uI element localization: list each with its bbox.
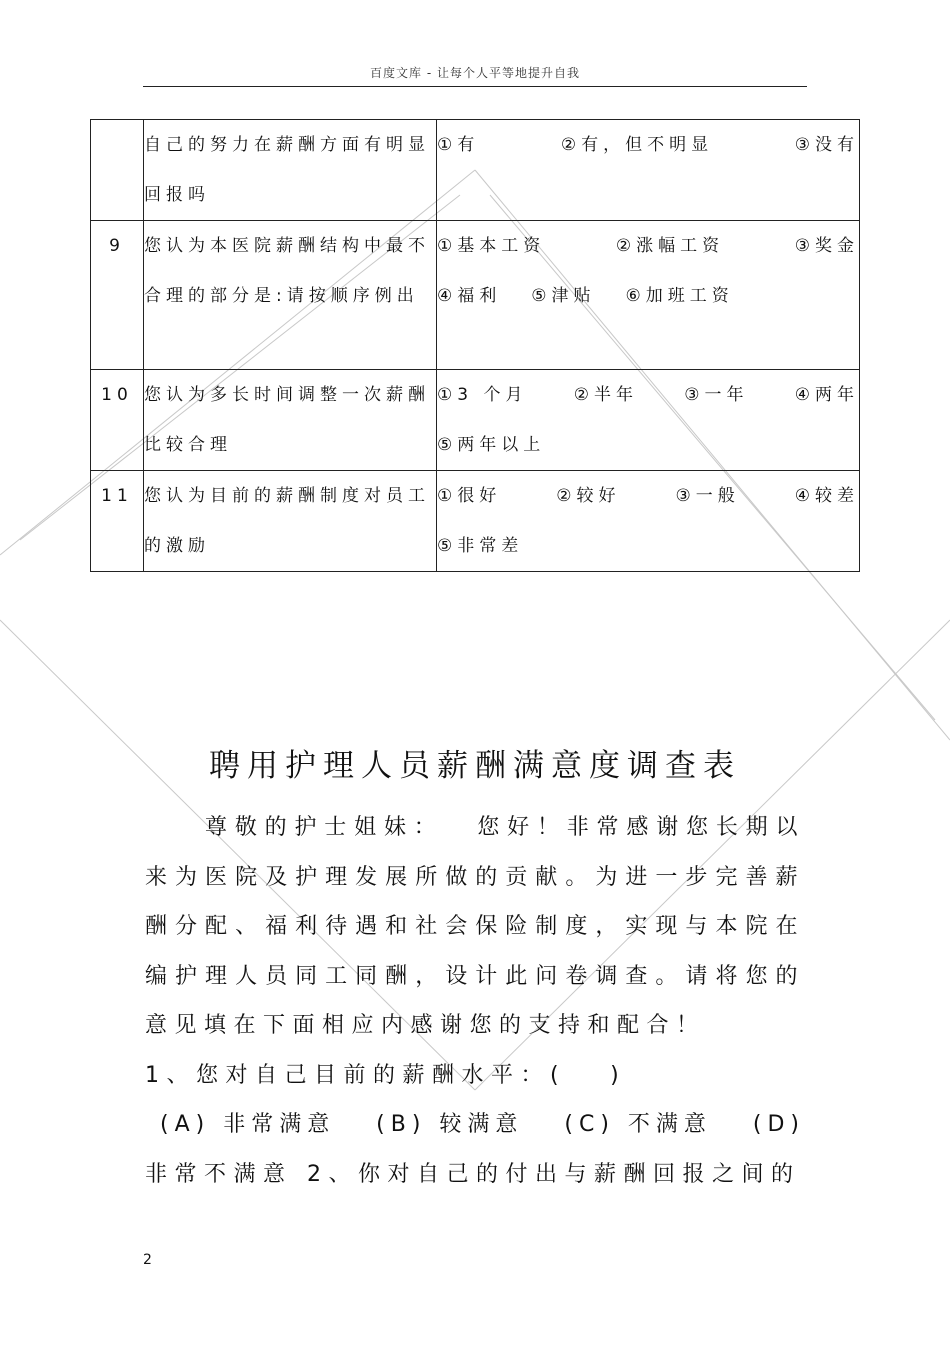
table-row xyxy=(91,221,860,370)
answer-option: ⑥加班工资 xyxy=(625,286,734,306)
answer-option: ④福利 xyxy=(437,286,502,306)
answer-line xyxy=(437,221,859,271)
choice-option: (A) 非常满意 xyxy=(160,1112,336,1137)
answer-option: ①3 个月 xyxy=(437,385,528,405)
answer-option: ②较好 xyxy=(556,486,621,506)
question-cell: 您认为目前的薪酬制度对员工的激励 xyxy=(144,471,437,572)
answer-line xyxy=(437,420,859,470)
answer-option: ①很好 xyxy=(437,486,502,506)
choice-option: (D) xyxy=(752,1112,805,1137)
answer-cell xyxy=(437,120,860,221)
answer-option: ③一年 xyxy=(684,385,749,405)
table-row xyxy=(91,120,860,221)
answer-line xyxy=(437,471,859,521)
choice-list xyxy=(145,1100,805,1150)
answer-option: ⑤非常差 xyxy=(437,536,524,556)
answer-line xyxy=(437,370,859,420)
header-rule xyxy=(143,86,807,87)
document-body xyxy=(145,803,805,1199)
answer-option: ⑤津贴 xyxy=(531,286,596,306)
document-title: 聘用护理人员薪酬满意度调查表 xyxy=(209,748,741,784)
intro-paragraph: 尊敬的护士姐妹： 您好！非常感谢您长期以来为医院及护理发展所做的贡献。为进一步完善薪酬分配、福利待遇和社会保险制度，实现与本院在编护理人员同工同酬，设计此问卷调查。请将您的意见填在下面相应内感谢您的支持和配合！ xyxy=(145,815,805,1038)
answer-option: ①有 xyxy=(437,135,480,155)
answer-line xyxy=(437,120,859,170)
answer-option: ③没有 xyxy=(794,135,859,155)
table-row xyxy=(91,471,860,572)
question-1: 1、您对自己目前的薪酬水平：( ) xyxy=(145,1062,627,1088)
answer-cell xyxy=(437,370,860,471)
row-number: 9 xyxy=(91,221,144,370)
answer-line xyxy=(437,271,859,321)
answer-option: ④较差 xyxy=(794,486,859,506)
answer-option: ③一般 xyxy=(675,486,740,506)
page-number: 2 xyxy=(143,1252,152,1268)
answer-line xyxy=(437,521,859,571)
answer-option: ②半年 xyxy=(573,385,638,405)
choice-option: (B) 较满意 xyxy=(376,1112,524,1137)
page-header: 百度文库 - 让每个人平等地提升自我 xyxy=(370,66,580,80)
answer-option: ②涨幅工资 xyxy=(615,236,725,256)
question-cell: 自己的努力在薪酬方面有明显回报吗 xyxy=(144,120,437,221)
answer-option: ③奖金 xyxy=(794,236,859,256)
table-row xyxy=(91,370,860,471)
question-cell: 您认为多长时间调整一次薪酬比较合理 xyxy=(144,370,437,471)
row-number: 11 xyxy=(91,471,144,572)
answer-option: ②有，但不明显 xyxy=(560,135,714,155)
continuation-text: 非常不满意 2、你对自己的付出与薪酬回报之间的 xyxy=(145,1161,801,1187)
row-number: 10 xyxy=(91,370,144,471)
row-number xyxy=(91,120,144,221)
survey-table xyxy=(90,119,860,572)
question-cell: 您认为本医院薪酬结构中最不合理的部分是:请按顺序例出 xyxy=(144,221,437,370)
answer-cell xyxy=(437,471,860,572)
choice-option: (C) 不满意 xyxy=(564,1112,712,1137)
answer-cell xyxy=(437,221,860,370)
answer-option: ④两年 xyxy=(794,385,859,405)
answer-option: ⑤两年以上 xyxy=(437,435,546,455)
answer-option: ①基本工资 xyxy=(437,236,546,256)
